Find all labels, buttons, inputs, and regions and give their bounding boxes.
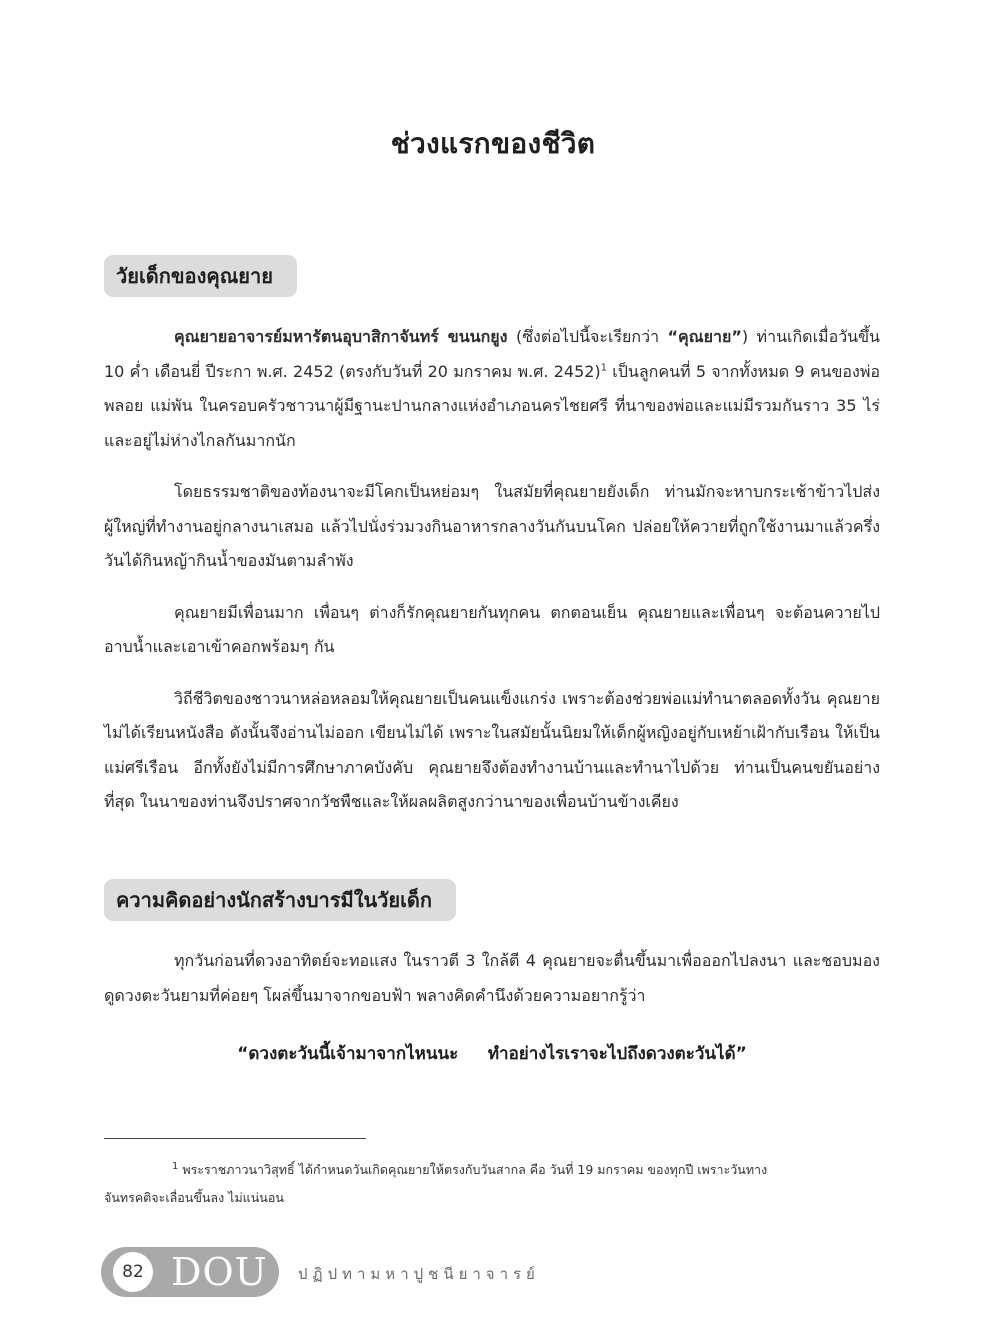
paragraph: คุณยายมีเพื่อนมาก เพื่อนๆ ต่างก็รักคุณยายกันทุกคน ตกตอนเย็น คุณยายและเพื่อนๆ จะต้อนควายไปอาบน้ำและเอาเข้าคอกพร้อมๆ กัน — [104, 602, 880, 656]
footnote-line: $^1$ พระราชภาวนาวิสุทธิ์ ได้กำหนดวันเกิดคุณยายให้ตรงกับวันสากล คือ วันที่ 19 มกราคม ของทุกปี เพราะวันทาง — [172, 1160, 768, 1177]
paragraph: โดยธรรมชาติของท้องนาจะมีโคกเป็นหย่อมๆ ในสมัยที่คุณยายยังเด็ก ท่านมักจะหาบกระเช้าข้าวไปส่งผู้ใหญ่ที่ทำงานอยู่กลางนาเสมอ แล้วไปนั่งร่วมวงกินอาหารกลางวันกันบนโคก ปล่อยให้ควายที่ถูกใช้งานมาแล้วครึ่งวันได้กินหญ้ากินน้ำของมันตามลำพัง — [104, 482, 880, 570]
footer-book-title: ปฏิปทามหาปูชนียาจารย์ — [298, 1265, 540, 1283]
paragraph: วิถีชีวิตของชาวนาหล่อหลอมให้คุณยายเป็นคนแข็งแกร่ง เพราะต้องช่วยพ่อแม่ทำนาตลอดทั้งวัน คุณยายไม่ได้เรียนหนังสือ ดังนั้นจึงอ่านไม่ออก เขียนไม่ได้ เพราะในสมัยนั้นนิยมให้เด็กผู้หญิงอยู่กับเหย้าเฝ้ากับเรือน ให้เป็นแม่ศรีเรือน อีกทั้งยังไม่มีการศึกษาภาคบังคับ คุณยายจึงต้องทำงานบ้านและทำนาไปด้วย ท่านเป็นคนขยันอย่างที่สุด ในนาของท่านจึงปราศจากวัชพืชและให้ผลผลิตสูงกว่านาของเพื่อนบ้านข้างเคียง — [104, 688, 880, 811]
page-number: 82 — [113, 1252, 153, 1292]
paragraph: ทุกวันก่อนที่ดวงอาทิตย์จะทอแสง ในราวตี 3 ใกล้ตี 4 คุณยายจะตื่นขึ้นมาเพื่อออกไปลงนา และชอบมองดูดวงตะวันยามที่ค่อยๆ โผล่ขึ้นมาจากขอบฟ้า พลางคิดคำนึงด้วยความอยากรู้ว่า — [104, 951, 880, 1005]
section-heading-merit-thinking: ความคิดอย่างนักสร้างบารมีในวัยเด็ก — [104, 879, 456, 921]
paragraph: คุณยายอาจารย์มหารัตนอุบาสิกาจันทร์ ขนนกยูง (ซึ่งต่อไปนี้จะเรียกว่า “คุณยาย”) ท่านเกิดเมื่อวันขึ้น 10 ค่ำ เดือนยี่ ปีระกา พ.ศ. 2452 (ตรงกับวันที่ 20 มกราคม พ.ศ. 2452)$^1$ เป็นลูกคนที่ 5 จากทั้งหมด 9 คนของพ่อพลอย แม่พัน ในครอบครัวชาวนาผู้มีฐานะปานกลางแห่งอำเภอนครไชยศรี ที่นาของพ่อและแม่มีรวมกันราว 35 ไร่ และอยู่ไม่ห่างไกลกันมากนัก — [104, 327, 881, 450]
footer-badge — [101, 1247, 279, 1297]
section-heading-childhood: วัยเด็กของคุณยาย — [104, 255, 297, 297]
footnote — [104, 1156, 880, 1212]
footnote-line: จันทรคติจะเลื่อนขึ้นลง ไม่แน่นอน — [104, 1190, 284, 1205]
dou-logo: DOU — [171, 1250, 268, 1294]
section-merit-body — [104, 944, 880, 1013]
footnote-ref[interactable]: 1 — [600, 362, 608, 374]
page-title: ช่วงแรกของชีวิต — [390, 127, 596, 160]
subject-name: คุณยายอาจารย์มหารัตนอุบาสิกาจันทร์ ขนนกยูง — [174, 327, 508, 346]
footnote-divider — [104, 1138, 366, 1139]
section-childhood-body — [104, 320, 880, 820]
subject-alias: “คุณยาย” — [667, 327, 742, 346]
footnote-number: 1 — [172, 1160, 179, 1172]
quotation: “ดวงตะวันนี้เจ้ามาจากไหนนะ ทำอย่างไรเราจะไปถึงดวงตะวันได้” — [237, 1044, 747, 1064]
